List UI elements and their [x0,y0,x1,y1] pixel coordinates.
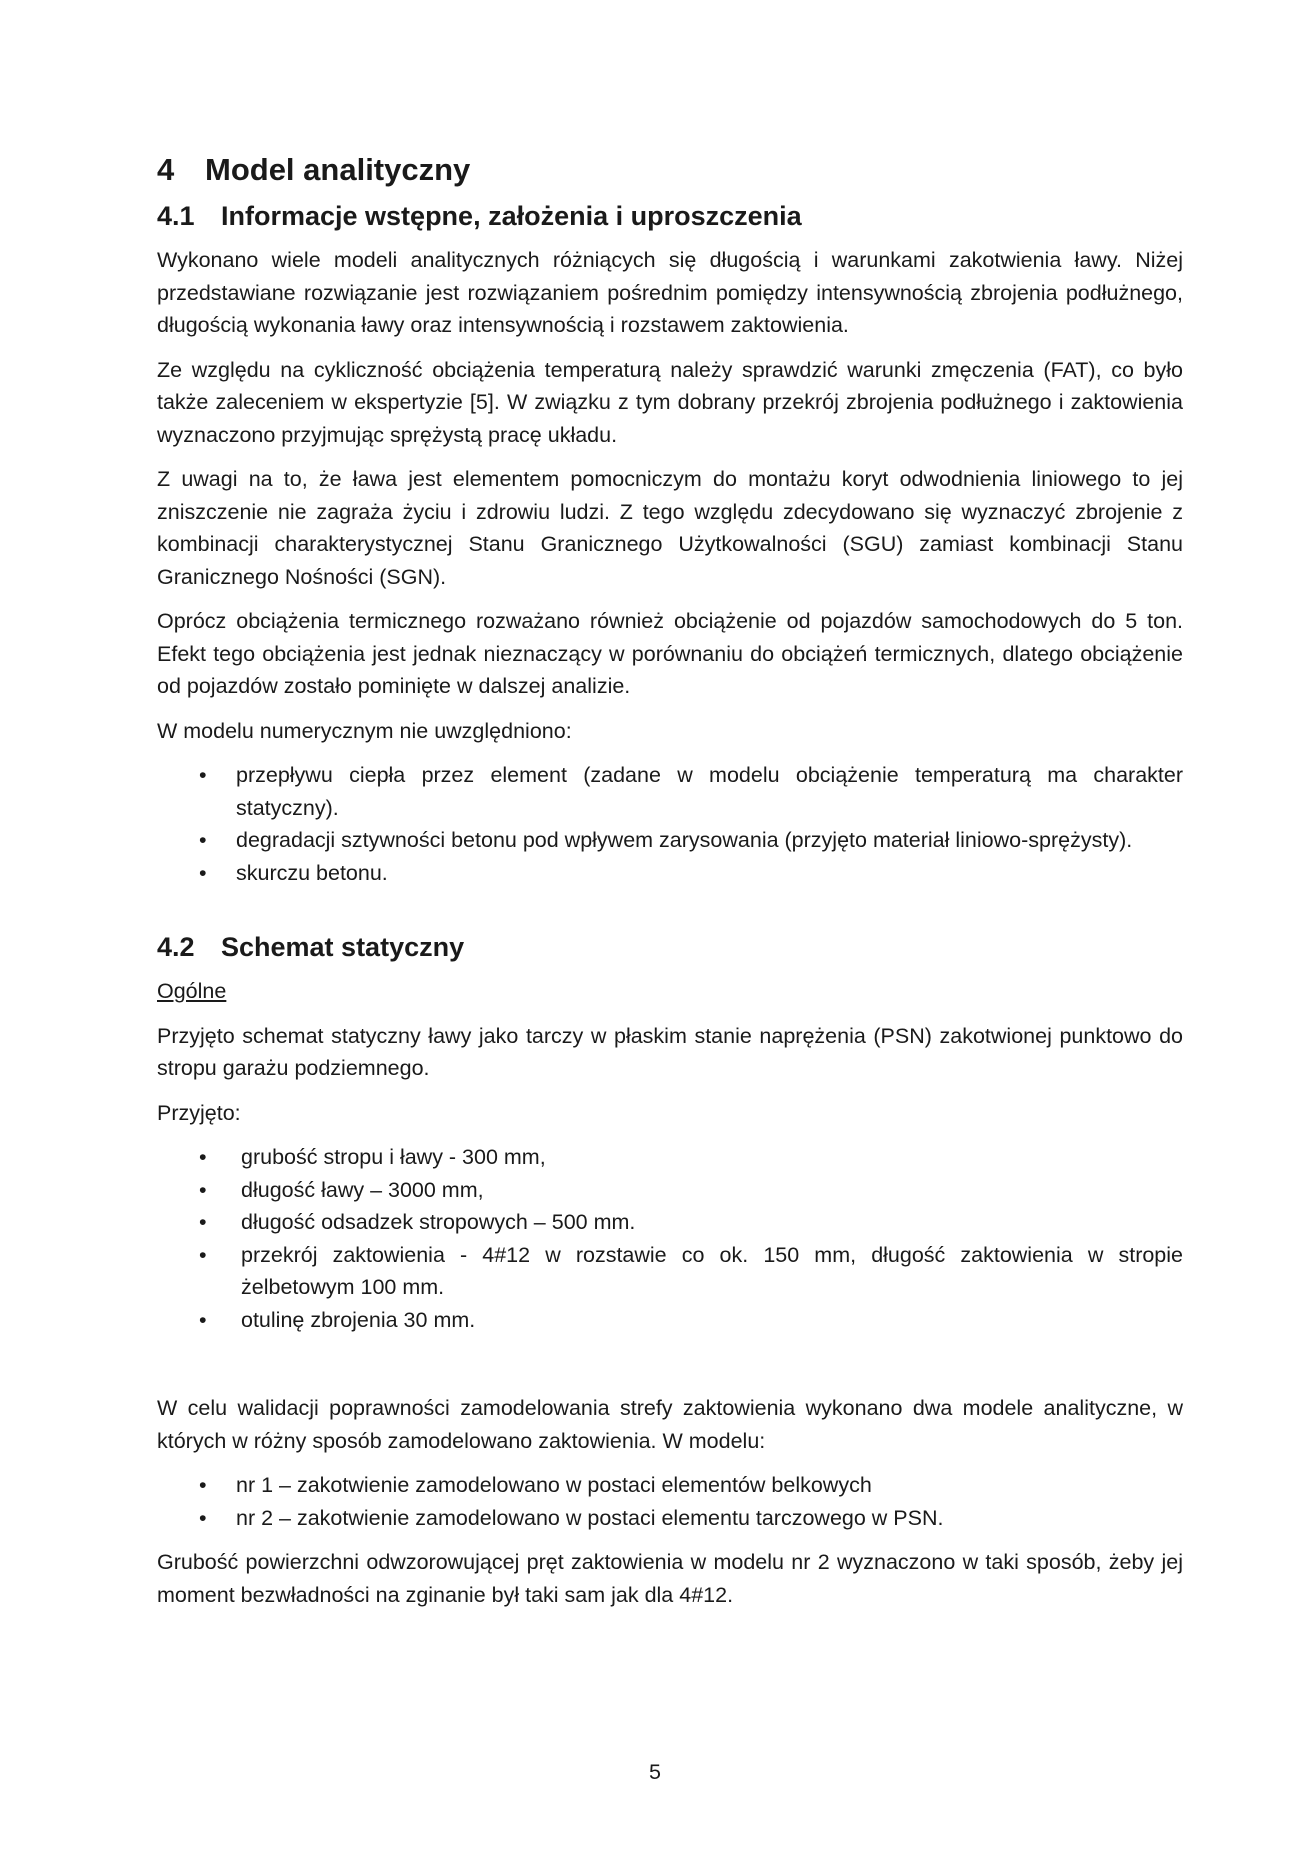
section-title: Informacje wstępne, założenia i uproszczenia [221,201,802,231]
paragraph: Z uwagi na to, że ława jest elementem pomocniczym do montażu koryt odwodnienia liniowego to jej zniszczenie nie zagraża życiu i zdrowiu ludzi. Z tego względu zdecydowano się wyznaczyć zbrojenie z kombinacji charakterystycznej Stanu Granicznego Użytkowalności (SGU) zamiast kombinacji Stanu Granicznego Nośności (SGN). [157,467,1183,589]
list-item: • otulinę zbrojenia 30 mm. [157,1304,1183,1337]
paragraph: Wykonano wiele modeli analitycznych różniących się długością i warunkami zakotwienia ławy. Niżej przedstawiane rozwiązanie jest rozwiązaniem pośrednim pomiędzy intensywnością zbrojenia podłużnego, długością wykonania ławy oraz intensywnością i rozstawem zaktowienia. [157,248,1183,337]
list-item: • nr 2 – zakotwienie zamodelowano w postaci elementu tarczowego w PSN. [157,1502,1183,1535]
list-item: • degradacji sztywności betonu pod wpływem zarysowania (przyjęto materiał liniowo-sprężysty). [157,824,1183,857]
models-list [157,1469,1183,1534]
list-item: • przepływu ciepła przez element (zadane w modelu obciążenie temperaturą ma charakter statyczny). [157,759,1183,824]
paragraph: Grubość powierzchni odwzorowującej pręt zaktowienia w modelu nr 2 wyznaczono w taki sposób, żeby jej moment bezwładności na zginanie był taki sam jak dla 4#12. [157,1550,1183,1607]
page-number: 5 [649,1760,661,1784]
list-item: • długość odsadzek stropowych – 500 mm. [157,1206,1183,1239]
section-number: 4 [157,152,175,187]
page-content [157,150,1183,1623]
paragraph: Ze względu na cykliczność obciążenia temperaturą należy sprawdzić warunki zmęczenia (FAT), co było także zaleceniem w ekspertyzie [5]. W związku z tym dobrany przekrój zbrojenia podłużnego i zaktowienia wyznaczono przyjmując sprężystą pracę układu. [157,357,1183,447]
section-4-1-heading [157,198,1183,234]
paragraph: W modelu numerycznym nie uwzględniono: [157,718,572,743]
exclusions-list [157,759,1183,889]
section-title: Model analityczny [205,152,471,187]
section-number: 4.2 [157,932,195,962]
list-item: • długość ławy – 3000 mm, [157,1174,1183,1207]
subheading: Ogólne [157,979,227,1003]
paragraph: Przyjęto: [157,1100,241,1125]
paragraph: W celu walidacji poprawności zamodelowania strefy zaktowienia wykonano dwa modele analityczne, w których w różny sposób zamodelowano zaktowienia. W modelu: [157,1396,1183,1453]
spacer [157,1348,1183,1392]
section-4-2-heading [157,929,1183,965]
section-number: 4.1 [157,201,195,231]
paragraph: Oprócz obciążenia termicznego rozważano również obciążenie od pojazdów samochodowych do 5 ton. Efekt tego obciążenia jest jednak nieznaczący w porównaniu do obciążeń termicznych, dlatego obciążenie od pojazdów zostało pominięte w dalszej analizie. [157,609,1183,698]
section-4-heading [157,150,1183,190]
section-title: Schemat statyczny [221,932,465,962]
list-item: • skurczu betonu. [157,857,1183,890]
list-item: • grubość stropu i ławy - 300 mm, [157,1141,1183,1174]
paragraph: Przyjęto schemat statyczny ławy jako tarczy w płaskim stanie naprężenia (PSN) zakotwionej punktowo do stropu garażu podziemnego. [157,1023,1183,1080]
spacer [157,901,1183,929]
list-item: • przekrój zaktowienia - 4#12 w rozstawie co ok. 150 mm, długość zaktowienia w stropie żelbetowym 100 mm. [157,1239,1183,1304]
assumptions-list [157,1141,1183,1336]
list-item: • nr 1 – zakotwienie zamodelowano w postaci elementów belkowych [157,1469,1183,1502]
